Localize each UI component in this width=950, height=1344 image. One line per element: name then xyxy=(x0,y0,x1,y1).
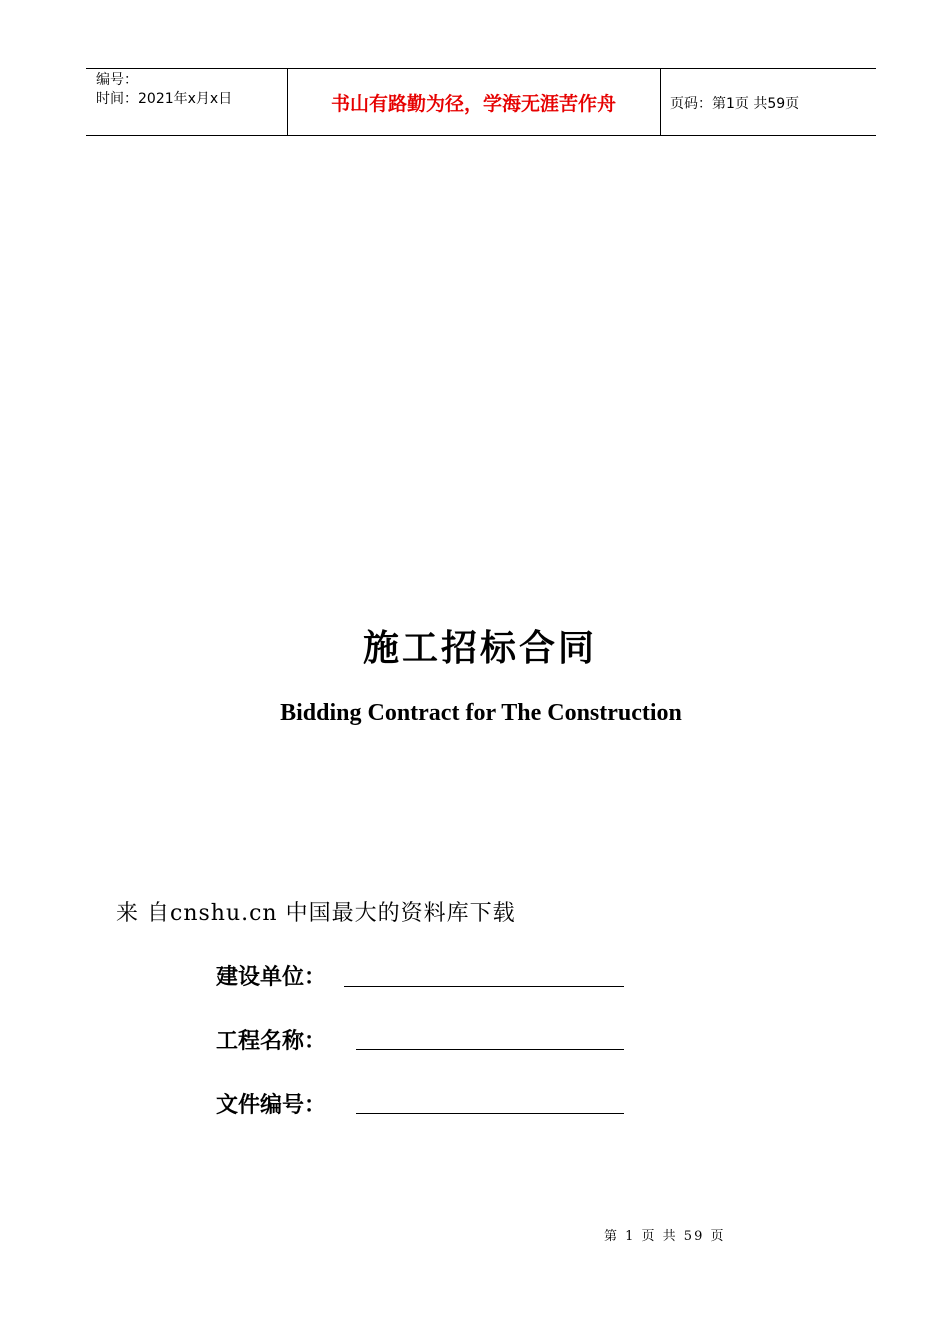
header-date-label: 时间：2021年x月x日 xyxy=(96,91,233,107)
header-bottom-rule xyxy=(86,135,876,136)
header-motto: 书山有路勤为径，学海无涯苦作舟 xyxy=(330,93,616,115)
source-note: 来 自cnshu.cn 中国最大的资料库下载 xyxy=(116,901,516,926)
field-line-document-number xyxy=(356,1113,624,1114)
header-top-rule xyxy=(86,68,876,69)
field-label-project-name: 工程名称： xyxy=(216,1029,327,1054)
document-title-chinese: 施工招标合同 xyxy=(362,628,597,669)
header-divider xyxy=(660,68,661,135)
field-line-construction-unit xyxy=(344,986,624,987)
header-page-info: 页码：第1页 共59页 xyxy=(670,96,800,112)
document-title-english: Bidding Contract for The Construction xyxy=(280,700,682,726)
header-number-label: 编号： xyxy=(96,72,138,88)
field-line-project-name xyxy=(356,1049,624,1050)
header-meta xyxy=(96,71,232,109)
field-label-document-number: 文件编号： xyxy=(216,1093,327,1118)
page-footer: 第 1 页 共 59 页 xyxy=(604,1229,726,1244)
field-label-construction-unit: 建设单位： xyxy=(216,965,327,990)
